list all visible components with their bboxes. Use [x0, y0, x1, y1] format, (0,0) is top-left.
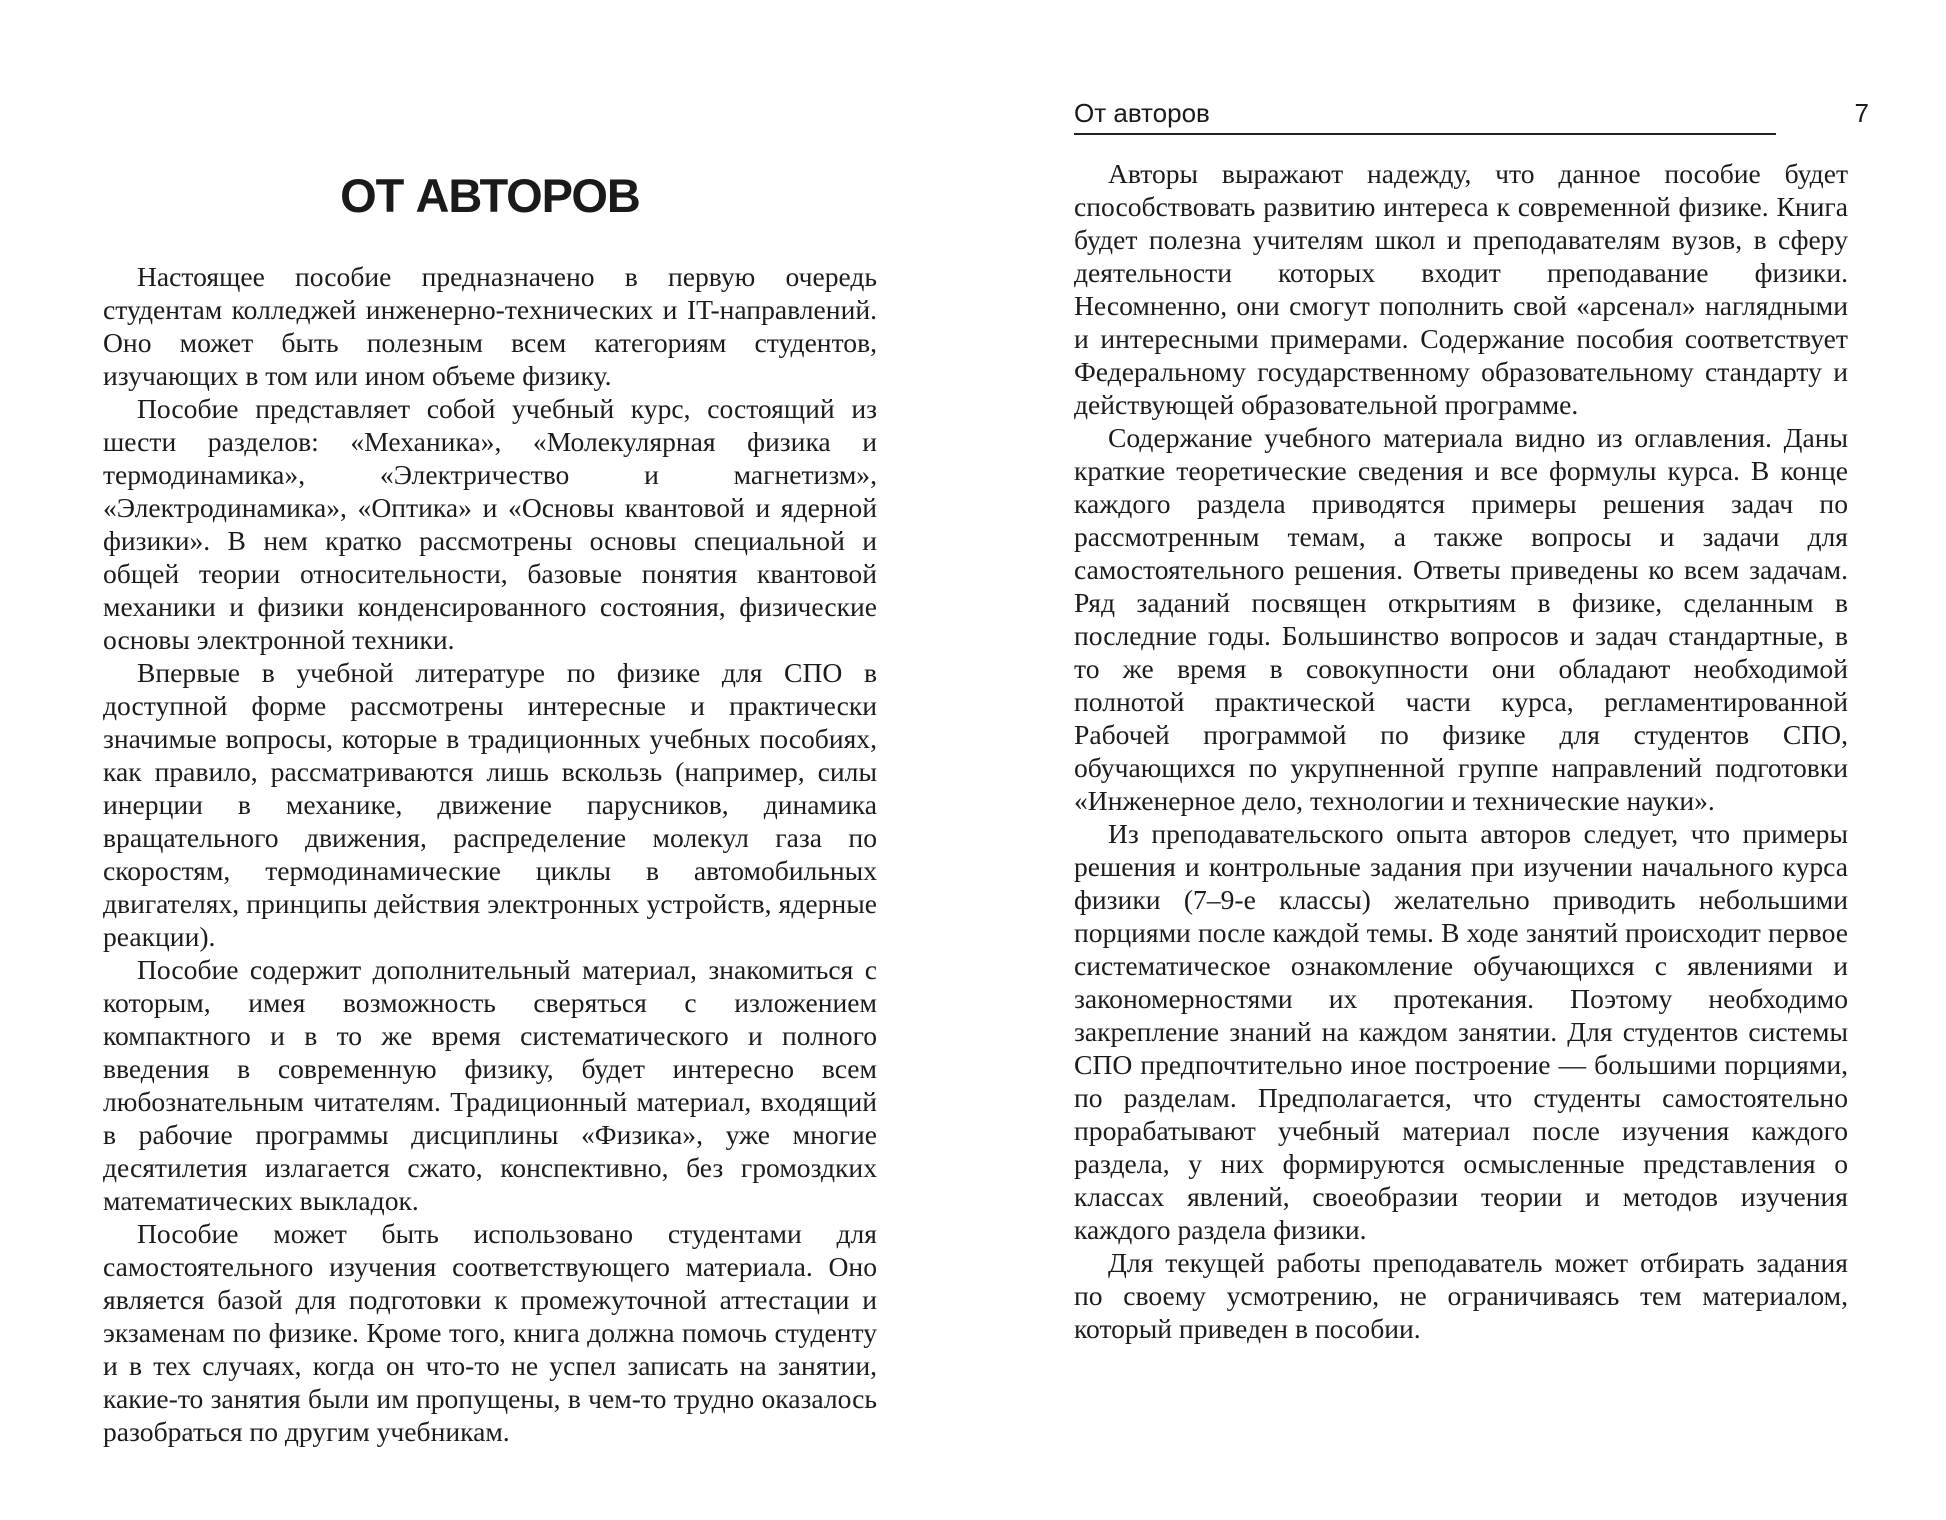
paragraph: Пособие содержит дополнительный материал, знакомиться с которым, имея возможность сверяться с изложением компактного и в то же время систематического и полного введения в современную физику, будет интересно всем любознательным читателям. Традиционный материал, входящий в рабочие программы дисциплины «Физика», уже многие десятилетия излагается сжато, конспективно, без громоздких математических выкладок.	[103, 954, 877, 1216]
right-page	[973, 0, 1946, 1520]
paragraph: Впервые в учебной литературе по физике для СПО в доступной форме рассмотрены интересные и практически значимые вопросы, которые в традиционных учебных пособиях, как правило, рассматриваются лишь вскользь (например, силы инерции в механике, движение парусников, динамика вращательного движения, распределение молекул газа по скоростям, термодинамические циклы в автомобильных двигателях, принципы действия электронных устройств, ядерные реакции).	[103, 657, 877, 952]
paragraph: Пособие представляет собой учебный курс, состоящий из шести разделов: «Механика», «Молекулярная физика и термодинамика», «Электричество и магнетизм», «Электродинамика», «Оптика» и «Основы квантовой и ядерной физики». В нем кратко рассмотрены основы специальной и общей теории относительности, базовые понятия квантовой механики и физики конденсированного состояния, физические основы электронной техники.	[103, 393, 877, 655]
paragraph: Настоящее пособие предназначено в первую очередь студентам колледжей инженерно-технических и IT-направлений. Оно может быть полезным всем категориям студентов, изучающих в том или ином объеме физику.	[103, 261, 877, 391]
right-page-text	[1074, 157, 1848, 1345]
paragraph: Авторы выражают надежду, что данное пособие будет способствовать развитию интереса к современной физике. Книга будет полезна учителям школ и преподавателям вузов, в сферу деятельности которых входит преподавание физики. Несомненно, они смогут пополнить свой «арсенал» наглядными и интересными примерами. Содержание пособия соответствует Федеральному государственному образовательному стандарту и действующей образовательной программе.	[1074, 158, 1848, 420]
paragraph: Пособие может быть использовано студентами для самостоятельного изучения соответствующего материала. Оно является базой для подготовки к промежуточной аттестации и экзаменам по физике. Кроме того, книга должна помочь студенту и в тех случаях, когда он что-то не успел записать на занятии, какие-то занятия были им пропущены, в чем-то трудно оказалось разобраться по другим учебникам.	[103, 1218, 877, 1447]
page-number: 7	[1854, 98, 1869, 128]
running-head: От авторов	[1074, 93, 1776, 135]
paragraph: Для текущей работы преподаватель может отбирать задания по своему усмотрению, не ограничиваясь тем материалом, который приведен в пособии.	[1074, 1247, 1848, 1344]
paragraph: Из преподавательского опыта авторов следует, что примеры решения и контрольные задания при изучении начального курса физики (7–9-е классы) желательно приводить небольшими порциями после каждой темы. В ходе занятий происходит первое систематическое ознакомление обучающихся с явлениями и закономерностями их протекания. Поэтому необходимо закрепление знаний на каждом занятии. Для студентов системы СПО предпочтительно иное построение — большими порциями, по разделам. Предполагается, что студенты самостоятельно прорабатывают учебный материал после изучения каждого раздела, у них формируются осмысленные представления о классах явлений, своеобразии теории и методов изучения каждого раздела физики.	[1074, 818, 1848, 1245]
paragraph: Содержание учебного материала видно из оглавления. Даны краткие теоретические сведения и все формулы курса. В конце каждого раздела приводятся примеры решения задач по рассмотренным темам, а также вопросы и задачи для самостоятельного решения. Ответы приведены ко всем задачам. Ряд заданий посвящен открытиям в физике, сделанным в последние годы. Большинство вопросов и задач стандартные, в то же время в совокупности они обладают необходимой полнотой практической части курса, регламентированной Рабочей программой по физике для студентов СПО, обучающихся по укрупненной группе направлений подготовки «Инженерное дело, технологии и технические науки».	[1074, 422, 1848, 816]
section-title: ОТ АВТОРОВ	[340, 169, 640, 222]
left-page-text	[103, 260, 877, 1448]
